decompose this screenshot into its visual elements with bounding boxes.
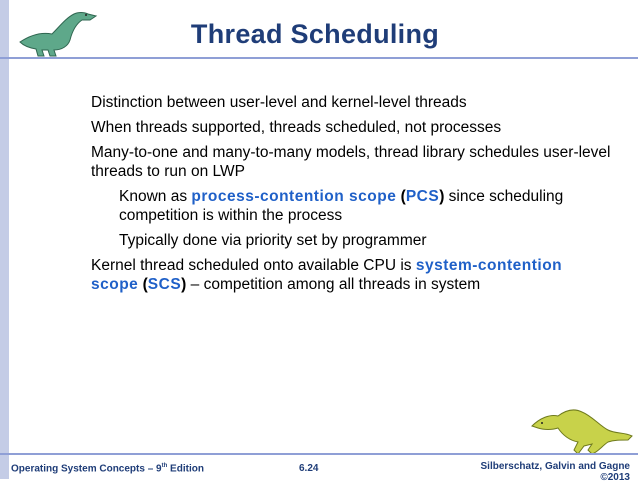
footer-authors xyxy=(470,461,630,483)
footer-page-number: 6.24 xyxy=(299,463,319,474)
scs-open-paren: ( xyxy=(142,276,148,293)
slide-title: Thread Scheduling xyxy=(190,19,440,49)
bullet-item: Many-to-one and many-to-many models, thread library schedules user-level threads to run on LWP xyxy=(91,144,611,180)
footer-edition-text: Edition xyxy=(167,463,204,475)
pcs-term: process-contention scope xyxy=(191,188,397,205)
sub-bullet-pcs xyxy=(119,187,611,225)
footer-book-title-text: Operating System Concepts – 9 xyxy=(11,463,162,475)
dinosaur-logo-top xyxy=(12,4,104,58)
footer-divider xyxy=(0,453,638,455)
scs-term: system-contention scope xyxy=(91,257,563,293)
footer-copyright: ©2013 xyxy=(600,472,630,483)
footer-edition-sup: th xyxy=(161,463,168,469)
pcs-close-paren: ) xyxy=(439,188,445,205)
left-accent-bar xyxy=(0,0,9,479)
sub-bullet-priority: Typically done via priority set by programmer xyxy=(119,232,427,249)
dinosaur-logo-bottom xyxy=(528,396,638,458)
slide-content xyxy=(91,93,611,300)
scs-suffix: – competition among all threads in system xyxy=(186,276,481,293)
pcs-abbr: PCS xyxy=(405,188,440,205)
scs-prefix: Kernel thread scheduled onto available CPU is xyxy=(91,257,416,274)
pcs-open-paren: ( xyxy=(400,188,406,205)
footer-book-title xyxy=(11,463,204,474)
title-divider xyxy=(0,57,638,59)
bullet-kernel-scs xyxy=(91,256,611,294)
pcs-suffix: since scheduling competition is within the process xyxy=(119,188,564,224)
bullet-item: When threads supported, threads scheduled, not processes xyxy=(91,119,502,136)
scs-close-paren: ) xyxy=(181,276,187,293)
footer-authors-names: Silberschatz, Galvin and Gagne xyxy=(480,461,630,472)
scs-abbr: SCS xyxy=(147,276,182,293)
bullet-item: Distinction between user-level and kernel-level threads xyxy=(91,94,467,111)
pcs-prefix: Known as xyxy=(119,188,192,205)
